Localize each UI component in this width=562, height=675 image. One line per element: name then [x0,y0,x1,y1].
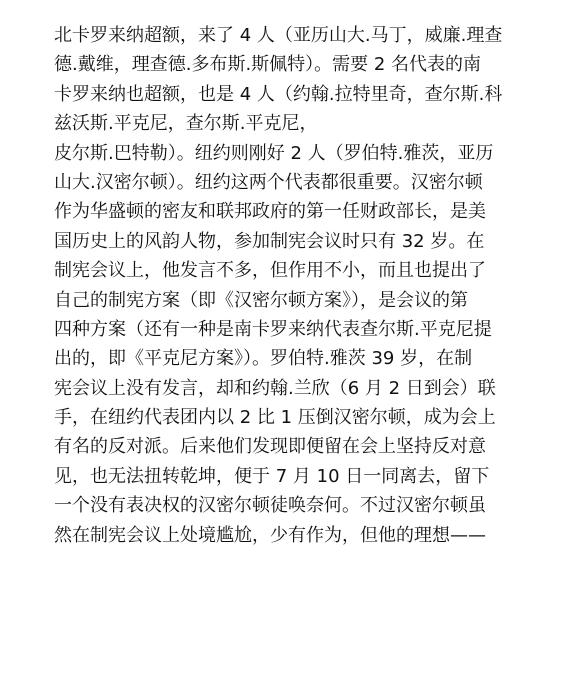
text-line: 作为华盛顿的密友和联邦政府的第一任财政部长，是美 [54,201,486,223]
body-text [54,21,524,550]
text-line: 手，在纽约代表团内以 2 比 1 压倒汉密尔顿，成为会上 [54,407,496,429]
text-line: 出的，即《平克尼方案》）。罗伯特.雅茨 39 岁，在制 [54,348,473,370]
text-line: 四种方案（还有一种是南卡罗来纳代表查尔斯.平克尼提 [54,318,492,340]
text-line: 然在制宪会议上处境尴尬，少有作为，但他的理想—— [54,524,486,546]
text-line: 兹沃斯.平克尼，查尔斯.平克尼， [54,113,318,135]
text-line: 有名的反对派。后来他们发现即便留在会上坚持反对意 [54,436,486,458]
text-line: 制宪会议上，他发言不多，但作用不小，而且也提出了 [54,260,486,282]
text-line: 国历史上的风韵人物，参加制宪会议时只有 32 岁。在 [54,230,485,252]
text-line: 北卡罗来纳超额，来了 4 人（亚历山大.马丁，威廉.理查 [54,25,503,46]
text-line: 山大.汉密尔顿）。纽约这两个代表都很重要。汉密尔顿 [54,171,483,193]
text-line: 卡罗来纳也超额，也是 4 人（约翰.拉特里奇，查尔斯.科 [54,83,503,105]
text-line: 皮尔斯.巴特勒）。纽约则刚好 2 人（罗伯特.雅茨，亚历 [54,142,494,164]
text-line: 见，也无法扭转乾坤，便于 7 月 10 日一同离去，留下 [54,465,490,487]
text-line: 一个没有表决权的汉密尔顿徒唤奈何。不过汉密尔顿虽 [54,495,486,517]
text-line: 德.戴维，理查德.多布斯.斯佩特）。需要 2 名代表的南 [54,54,482,76]
text-line: 宪会议上没有发言，却和约翰.兰欣（6 月 2 日到会）联 [54,377,496,399]
text-line: 自己的制宪方案（即《汉密尔顿方案》），是会议的第 [54,289,468,311]
